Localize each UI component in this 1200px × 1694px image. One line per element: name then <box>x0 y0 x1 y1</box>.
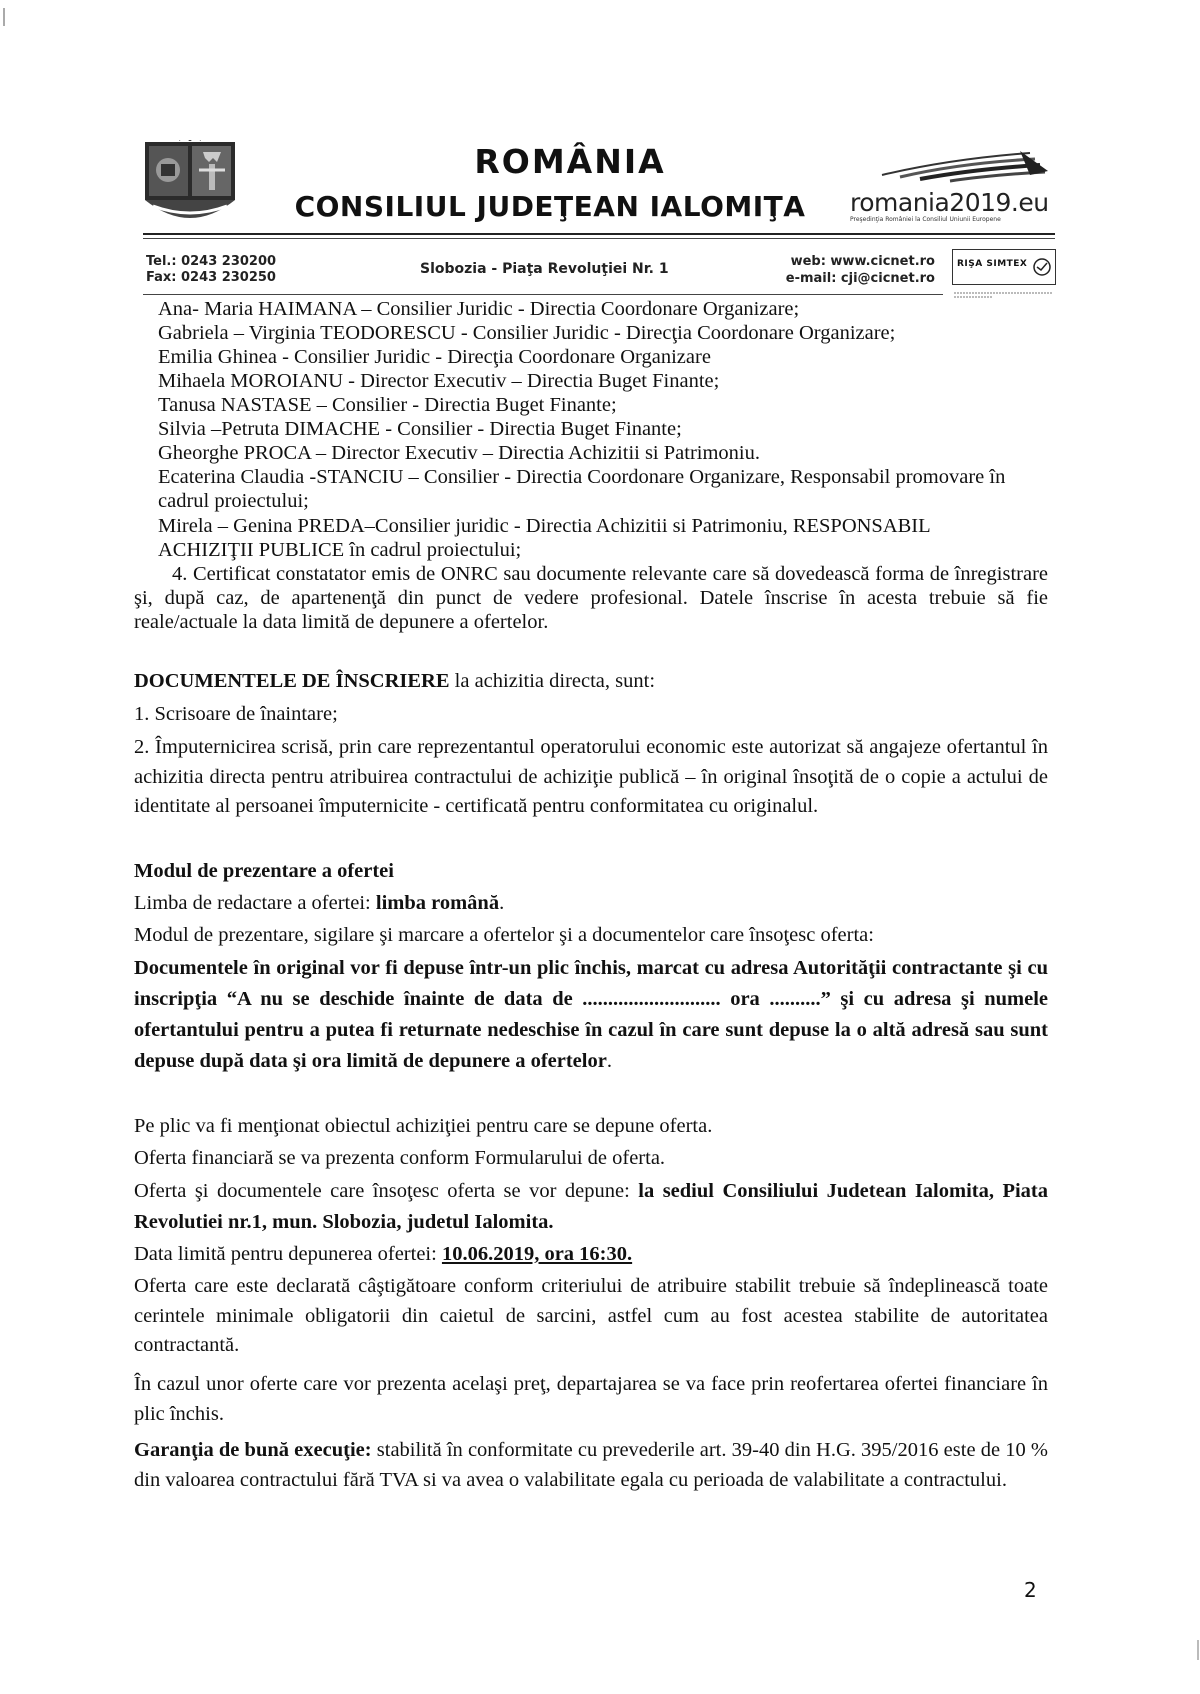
paragraph-envelope-instructions <box>134 953 1048 1077</box>
header-divider <box>143 294 943 295</box>
paragraph-text: Oferta financiară se va prezenta conform Formularului de oferta. <box>134 1147 666 1169</box>
certification-mark-icon <box>1032 257 1052 277</box>
paragraph-text: Oferta şi documentele care însoţesc oferta se vor depune: <box>134 1180 639 1202</box>
paragraph-text: la achizitia directa, sunt: <box>449 670 656 692</box>
paragraph-text: Oferta care este declarată câştigătoare conform criteriului de atribuire stabilit trebuie să îndeplinească toate cerintele minimale obligatorii din caietul de sarcini, astfel cum au fost acestea stabilite de autoritatea contractantă. <box>134 1275 1048 1356</box>
list-item-power-of-attorney <box>134 733 1048 822</box>
paragraph-text: stabilită în conformitate cu prevederile art. 39-40 din H.G. 395/2016 este de 10 % din valoarea contractului fără TVA si va avea o valabilitate egala cu perioada de valabilitate a contractului. <box>134 1439 1048 1491</box>
team-member-line: Tanusa NASTASE – Consilier - Directia Buget Finante; <box>158 394 617 416</box>
paragraph-text: Limba de redactare a ofertei: <box>134 892 376 914</box>
contact-address: Slobozia - Piaţa Revoluţiei Nr. 1 <box>420 261 669 277</box>
romania2019-swoosh-icon <box>880 145 1050 185</box>
stamp-fine-print-icon <box>952 287 1056 297</box>
paragraph-envelope-subject <box>134 1112 1048 1142</box>
paragraph-text: Modul de prezentare, sigilare şi marcare a ofertelor şi a documentelor care însoţesc oferta: <box>134 924 874 946</box>
header-divider <box>143 238 1055 239</box>
section-heading-registration-documents <box>134 667 1048 697</box>
team-member-line: Ecaterina Claudia -STANCIU – Consilier - Directia Coordonare Organizare, Responsabil promovare în <box>158 466 1006 488</box>
paragraph-tie-break <box>134 1370 1048 1429</box>
team-member-line: Gheorghe PROCA – Director Executiv – Directia Achizitii si Patrimoniu. <box>158 442 760 464</box>
contact-website: web: www.cicnet.ro <box>790 254 935 269</box>
romania2019-logo-text: romania2019.eu <box>850 188 1049 217</box>
paragraph-text: 4. Certificat constatator emis de ONRC sau documente relevante care să dovedească forma de înregistrare şi, după caz, de apartenenţă din punct de vedere profesional. Datele înscrise în acesta trebuie să fie reale/actuale la data limită de depunere a ofertelor. <box>134 563 1048 633</box>
paragraph-text: Data limită pentru depunerea ofertei: <box>134 1243 442 1265</box>
team-member-line: Mirela – Genina PREDA–Consilier juridic - Directia Achizitii si Patrimoniu, RESPONSABIL <box>158 515 931 537</box>
page-number: 2 <box>1024 1578 1037 1602</box>
stamp-label: RIŞA SIMTEX <box>957 259 1028 269</box>
emphasized-text: la sediul Consiliului Judetean Ialomita, Piata Revolutiei nr.1, mun. Slobozia, judetul Ialomita. <box>134 1180 1048 1233</box>
paragraph-text: . <box>606 1050 612 1072</box>
letterhead-council-name: CONSILIUL JUDEŢEAN IALOMIŢA <box>294 190 806 223</box>
emphasized-text: 10.06.2019, ora 16:30. <box>441 1243 633 1265</box>
paragraph-text: 2. Împuternicirea scrisă, prin care reprezentantul operatorului economic este autorizat să angajeze ofertantul în achizitia directa pentru atribuirea contractului de achiziţie publică – în original însoţită de o copie a actului de identitate al persoanei împuternicite - certificată pentru conformitatea cu originalul. <box>134 736 1048 817</box>
scan-artifact <box>1197 1640 1199 1660</box>
emphasized-text: Garanţia de bună execuţie: <box>134 1439 372 1461</box>
paragraph-text: 1. Scrisoare de înaintare; <box>134 703 338 725</box>
paragraph-winning-offer <box>134 1272 1048 1361</box>
team-member-line: ACHIZIŢII PUBLICE în cadrul proiectului; <box>158 539 522 561</box>
contact-email: e-mail: cji@cicnet.ro <box>785 271 935 286</box>
paragraph-onrc-certificate <box>134 562 1048 634</box>
paragraph-deadline <box>134 1240 1048 1270</box>
team-member-line: Gabriela – Virginia TEODORESCU - Consilier Juridic - Direcţia Coordonare Organizare; <box>158 322 896 344</box>
letterhead-title: ROMÂNIA <box>474 142 666 181</box>
emphasized-text: Documentele în original vor fi depuse într-un plic închis, marcat cu adresa Autorităţii contractante şi cu inscripţia “A nu se deschide înainte de data de ........................... ora ..........” şi cu adresa şi numele ofertantului pentru a putea fi returnate nedeschise în cazul în care sunt depuse la o altă adresă sau sunt depuse după data şi ora limită de depunere a ofertelor <box>134 957 1048 1072</box>
team-member-line: cadrul proiectului; <box>158 490 309 512</box>
certification-stamp <box>952 249 1056 285</box>
paragraph-performance-guarantee <box>134 1436 1048 1495</box>
paragraph-text: În cazul unor oferte care vor prezenta acelaşi preţ, departajarea se va face prin reofertarea ofertei financiare în plic închis. <box>134 1373 1048 1425</box>
team-member-line: Silvia –Petruta DIMACHE - Consilier - Directia Buget Finante; <box>158 418 682 440</box>
paragraph-text: Pe plic va fi menţionat obiectul achiziţiei pentru care se depune oferta. <box>134 1115 713 1137</box>
contact-phone: Tel.: 0243 230200 <box>146 254 277 269</box>
paragraph-sealing-rules <box>134 921 1048 951</box>
team-member-line: Ana- Maria HAIMANA – Consilier Juridic - Directia Coordonare Organizare; <box>158 298 800 320</box>
paragraph-submission-location <box>134 1176 1048 1238</box>
paragraph-text: . <box>499 892 505 914</box>
list-item-cover-letter <box>134 700 1048 730</box>
team-member-line: Emilia Ghinea - Consilier Juridic - Direcţia Coordonare Organizare <box>158 346 711 368</box>
contact-fax: Fax: 0243 230250 <box>146 270 276 285</box>
county-coat-of-arms-icon <box>143 140 237 230</box>
emphasized-text: DOCUMENTELE DE ÎNSCRIERE <box>134 670 450 692</box>
paragraph-offer-language <box>134 889 1048 919</box>
emphasized-text: limba română <box>375 892 500 914</box>
romania2019-tagline: Preşedinţia României la Consiliul Uniunii Europene <box>850 216 1001 223</box>
section-heading-offer-presentation <box>134 857 1048 887</box>
emphasized-text: Modul de prezentare a ofertei <box>134 860 394 882</box>
header-divider <box>143 233 1055 235</box>
scan-artifact <box>3 8 5 26</box>
team-member-line: Mihaela MOROIANU - Director Executiv – Directia Buget Finante; <box>158 370 720 392</box>
paragraph-financial-offer <box>134 1144 1048 1174</box>
